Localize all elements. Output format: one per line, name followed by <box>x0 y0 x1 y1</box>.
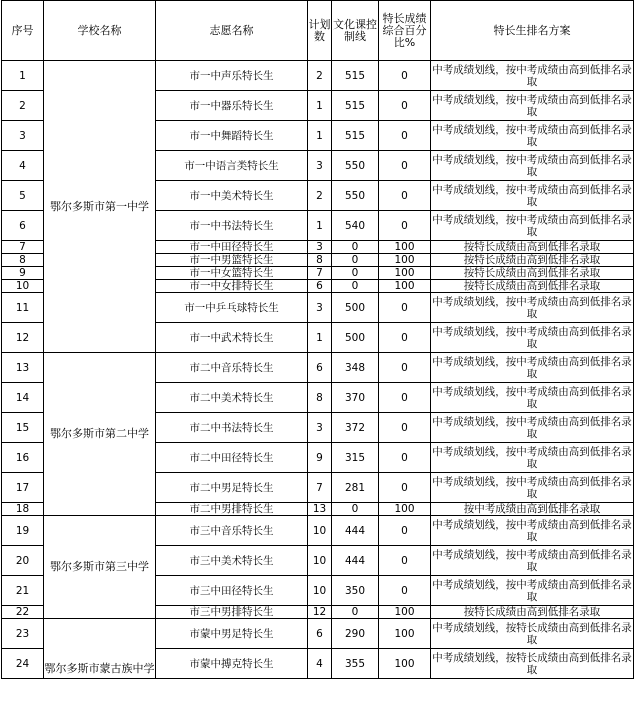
cell-ratio: 100 <box>379 280 431 293</box>
cell-seq: 2 <box>2 91 44 121</box>
cell-name: 市蒙中男足特长生 <box>156 619 308 649</box>
cell-ratio: 100 <box>379 649 431 679</box>
cell-ratio: 100 <box>379 606 431 619</box>
cell-seq: 21 <box>2 576 44 606</box>
cell-method: 中考成绩划线，按特长成绩由高到低排名录取 <box>431 649 634 679</box>
cell-plan: 1 <box>308 91 332 121</box>
cell-name: 市一中乒乓球特长生 <box>156 293 308 323</box>
cell-name: 市二中男足特长生 <box>156 473 308 503</box>
cell-culture: 550 <box>332 151 379 181</box>
cell-plan: 2 <box>308 61 332 91</box>
cell-name: 市一中男篮特长生 <box>156 254 308 267</box>
cell-seq: 19 <box>2 516 44 546</box>
cell-plan: 3 <box>308 293 332 323</box>
cell-culture: 0 <box>332 267 379 280</box>
cell-seq: 13 <box>2 353 44 383</box>
school-cell: 鄂尔多斯市第一中学 <box>44 61 156 353</box>
cell-name: 市三中男排特长生 <box>156 606 308 619</box>
cell-plan: 1 <box>308 121 332 151</box>
cell-name: 市一中声乐特长生 <box>156 61 308 91</box>
cell-seq: 18 <box>2 503 44 516</box>
table-row <box>2 619 634 649</box>
cell-plan: 6 <box>308 619 332 649</box>
cell-method: 中考成绩划线，按中考成绩由高到低排名录取 <box>431 323 634 353</box>
cell-method: 中考成绩划线，按特长成绩由高到低排名录取 <box>431 619 634 649</box>
cell-plan: 10 <box>308 576 332 606</box>
cell-name: 市一中书法特长生 <box>156 211 308 241</box>
cell-name: 市一中器乐特长生 <box>156 91 308 121</box>
cell-ratio: 0 <box>379 413 431 443</box>
cell-name: 市蒙中搏克特长生 <box>156 649 308 679</box>
cell-culture: 0 <box>332 241 379 254</box>
cell-method: 中考成绩划线，按中考成绩由高到低排名录取 <box>431 413 634 443</box>
header-volunteer: 志愿名称 <box>156 1 308 61</box>
cell-seq: 3 <box>2 121 44 151</box>
cell-name: 市二中男排特长生 <box>156 503 308 516</box>
cell-method: 中考成绩划线，按中考成绩由高到低排名录取 <box>431 211 634 241</box>
table-row <box>2 61 634 91</box>
cell-ratio: 0 <box>379 353 431 383</box>
cell-culture: 500 <box>332 293 379 323</box>
cell-seq: 10 <box>2 280 44 293</box>
cell-seq: 14 <box>2 383 44 413</box>
cell-ratio: 0 <box>379 323 431 353</box>
cell-ratio: 0 <box>379 211 431 241</box>
cell-plan: 7 <box>308 473 332 503</box>
cell-ratio: 100 <box>379 254 431 267</box>
cell-seq: 24 <box>2 649 44 679</box>
cell-ratio: 0 <box>379 151 431 181</box>
cell-plan: 7 <box>308 267 332 280</box>
cell-plan: 3 <box>308 413 332 443</box>
cell-method: 中考成绩划线，按中考成绩由高到低排名录取 <box>431 383 634 413</box>
cell-plan: 10 <box>308 546 332 576</box>
cell-culture: 0 <box>332 254 379 267</box>
cell-name: 市二中美术特长生 <box>156 383 308 413</box>
cell-method: 中考成绩划线，按中考成绩由高到低排名录取 <box>431 121 634 151</box>
cell-method: 按特长成绩由高到低排名录取 <box>431 280 634 293</box>
header-plan: 计划数 <box>308 1 332 61</box>
cell-plan: 1 <box>308 323 332 353</box>
admission-table <box>1 0 634 679</box>
cell-culture: 348 <box>332 353 379 383</box>
cell-ratio: 0 <box>379 516 431 546</box>
cell-name: 市一中美术特长生 <box>156 181 308 211</box>
cell-seq: 16 <box>2 443 44 473</box>
header-seq: 序号 <box>2 1 44 61</box>
cell-culture: 540 <box>332 211 379 241</box>
cell-name: 市三中音乐特长生 <box>156 516 308 546</box>
cell-method: 中考成绩划线，按中考成绩由高到低排名录取 <box>431 546 634 576</box>
header-row <box>2 1 634 61</box>
cell-ratio: 0 <box>379 443 431 473</box>
cell-seq: 11 <box>2 293 44 323</box>
cell-name: 市三中田径特长生 <box>156 576 308 606</box>
cell-ratio: 100 <box>379 503 431 516</box>
cell-culture: 515 <box>332 61 379 91</box>
cell-culture: 515 <box>332 121 379 151</box>
cell-name: 市一中舞蹈特长生 <box>156 121 308 151</box>
cell-method: 按特长成绩由高到低排名录取 <box>431 254 634 267</box>
cell-ratio: 0 <box>379 91 431 121</box>
cell-name: 市二中书法特长生 <box>156 413 308 443</box>
cell-plan: 3 <box>308 151 332 181</box>
cell-seq: 1 <box>2 61 44 91</box>
cell-culture: 350 <box>332 576 379 606</box>
cell-seq: 6 <box>2 211 44 241</box>
cell-plan: 6 <box>308 280 332 293</box>
cell-method: 中考成绩划线，按中考成绩由高到低排名录取 <box>431 473 634 503</box>
cell-name: 市一中语言类特长生 <box>156 151 308 181</box>
cell-culture: 550 <box>332 181 379 211</box>
cell-plan: 1 <box>308 211 332 241</box>
table-row <box>2 516 634 546</box>
cell-name: 市二中音乐特长生 <box>156 353 308 383</box>
cell-culture: 290 <box>332 619 379 649</box>
cell-plan: 10 <box>308 516 332 546</box>
cell-culture: 444 <box>332 516 379 546</box>
cell-seq: 20 <box>2 546 44 576</box>
cell-ratio: 0 <box>379 383 431 413</box>
cell-seq: 7 <box>2 241 44 254</box>
cell-culture: 372 <box>332 413 379 443</box>
cell-culture: 444 <box>332 546 379 576</box>
header-ratio: 特长成绩综合百分比% <box>379 1 431 61</box>
cell-ratio: 100 <box>379 267 431 280</box>
cell-culture: 0 <box>332 280 379 293</box>
cell-culture: 355 <box>332 649 379 679</box>
cell-method: 中考成绩划线，按中考成绩由高到低排名录取 <box>431 293 634 323</box>
cell-name: 市一中武术特长生 <box>156 323 308 353</box>
cell-culture: 500 <box>332 323 379 353</box>
cell-name: 市一中女篮特长生 <box>156 267 308 280</box>
cell-culture: 515 <box>332 91 379 121</box>
cell-plan: 12 <box>308 606 332 619</box>
cell-method: 中考成绩划线，按中考成绩由高到低排名录取 <box>431 181 634 211</box>
cell-plan: 8 <box>308 254 332 267</box>
cell-ratio: 100 <box>379 619 431 649</box>
cell-seq: 23 <box>2 619 44 649</box>
school-cell: 鄂尔多斯市第三中学 <box>44 516 156 619</box>
cell-plan: 6 <box>308 353 332 383</box>
cell-plan: 9 <box>308 443 332 473</box>
cell-plan: 3 <box>308 241 332 254</box>
cell-method: 按特长成绩由高到低排名录取 <box>431 267 634 280</box>
cell-plan: 8 <box>308 383 332 413</box>
cell-method: 中考成绩划线，按中考成绩由高到低排名录取 <box>431 151 634 181</box>
cell-seq: 12 <box>2 323 44 353</box>
header-method: 特长生排名方案 <box>431 1 634 61</box>
cell-name: 市二中田径特长生 <box>156 443 308 473</box>
cell-name: 市三中美术特长生 <box>156 546 308 576</box>
cell-plan: 13 <box>308 503 332 516</box>
cell-method: 中考成绩划线，按中考成绩由高到低排名录取 <box>431 443 634 473</box>
cell-plan: 2 <box>308 181 332 211</box>
cell-culture: 0 <box>332 503 379 516</box>
cell-ratio: 0 <box>379 121 431 151</box>
cell-culture: 315 <box>332 443 379 473</box>
cell-seq: 17 <box>2 473 44 503</box>
cell-method: 按特长成绩由高到低排名录取 <box>431 241 634 254</box>
cell-seq: 15 <box>2 413 44 443</box>
cell-seq: 9 <box>2 267 44 280</box>
cell-ratio: 0 <box>379 576 431 606</box>
cell-ratio: 0 <box>379 293 431 323</box>
cell-seq: 5 <box>2 181 44 211</box>
cell-culture: 370 <box>332 383 379 413</box>
cell-seq: 8 <box>2 254 44 267</box>
cell-plan: 4 <box>308 649 332 679</box>
cell-method: 按特长成绩由高到低排名录取 <box>431 606 634 619</box>
cell-ratio: 0 <box>379 473 431 503</box>
header-culture: 文化课控制线 <box>332 1 379 61</box>
table-row <box>2 353 634 383</box>
cell-culture: 281 <box>332 473 379 503</box>
cell-ratio: 0 <box>379 546 431 576</box>
cell-method: 中考成绩划线，按中考成绩由高到低排名录取 <box>431 576 634 606</box>
cell-seq: 22 <box>2 606 44 619</box>
cell-name: 市一中田径特长生 <box>156 241 308 254</box>
school-cell: 鄂尔多斯市蒙古族中学 <box>44 619 156 679</box>
cell-method: 中考成绩划线，按中考成绩由高到低排名录取 <box>431 61 634 91</box>
cell-method: 中考成绩划线，按中考成绩由高到低排名录取 <box>431 353 634 383</box>
cell-ratio: 0 <box>379 61 431 91</box>
cell-ratio: 0 <box>379 181 431 211</box>
cell-ratio: 100 <box>379 241 431 254</box>
header-school: 学校名称 <box>44 1 156 61</box>
cell-seq: 4 <box>2 151 44 181</box>
cell-method: 中考成绩划线，按中考成绩由高到低排名录取 <box>431 91 634 121</box>
cell-method: 按中考成绩由高到低排名录取 <box>431 503 634 516</box>
cell-name: 市一中女排特长生 <box>156 280 308 293</box>
cell-method: 中考成绩划线，按中考成绩由高到低排名录取 <box>431 516 634 546</box>
cell-culture: 0 <box>332 606 379 619</box>
school-cell: 鄂尔多斯市第二中学 <box>44 353 156 516</box>
